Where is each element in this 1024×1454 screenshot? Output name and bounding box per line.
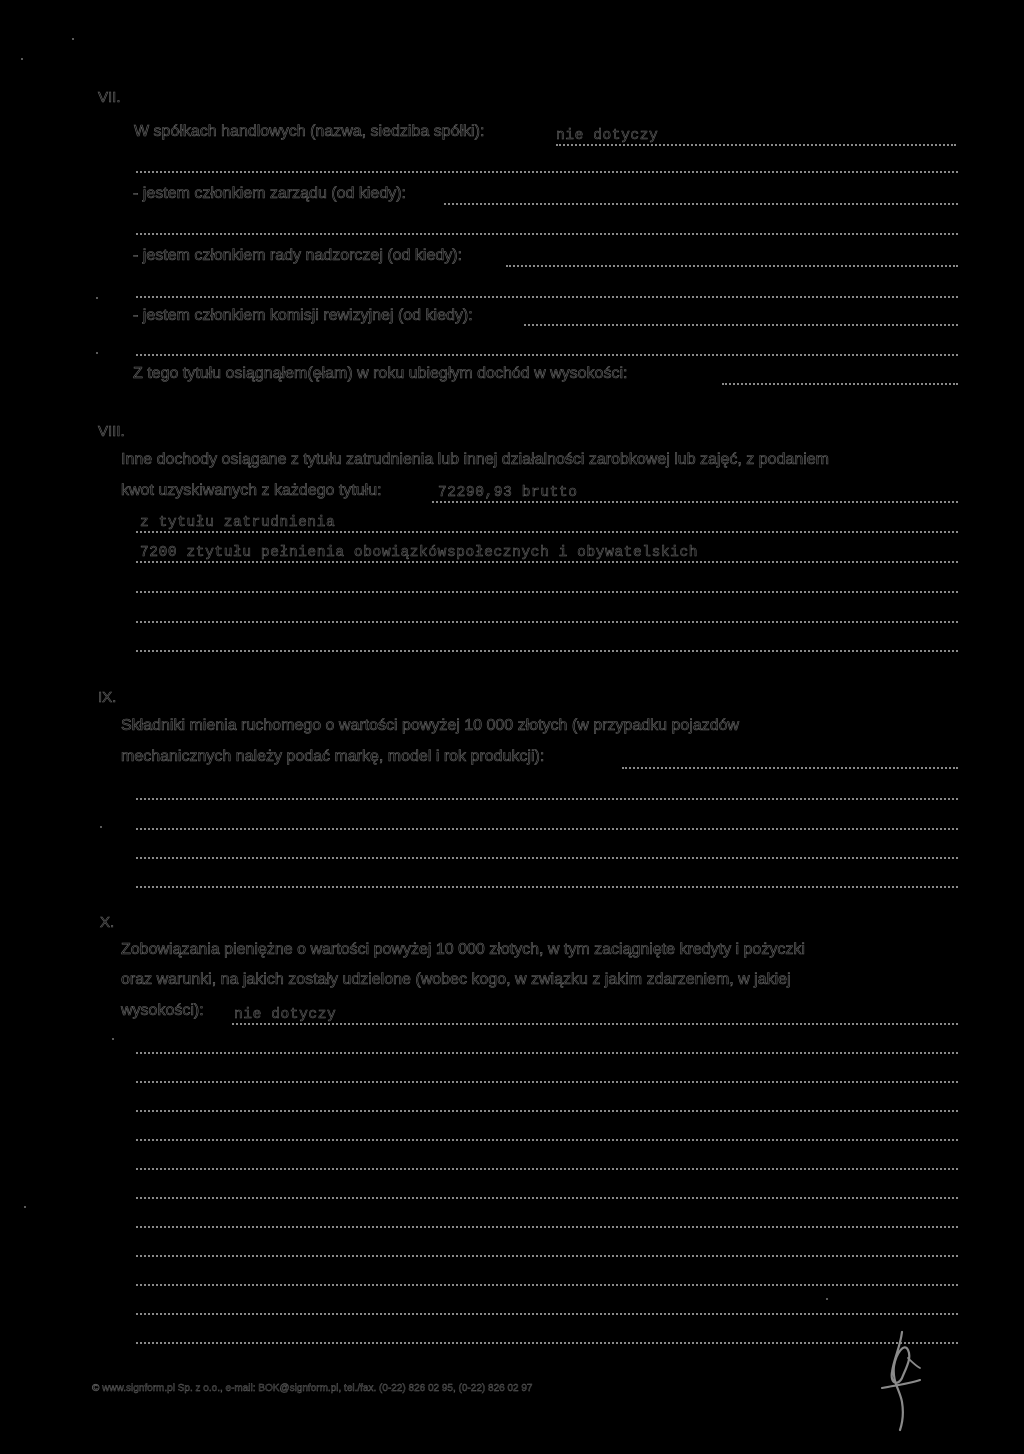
section-vii-zarzad-label: - jestem członkiem zarządu (od kiedy): bbox=[133, 185, 406, 202]
scan-speck bbox=[24, 1206, 26, 1208]
fill-line bbox=[136, 531, 958, 533]
scan-speck bbox=[112, 1038, 114, 1040]
section-viii-line1: Inne dochody osiągane z tytułu zatrudnienia lub innej działalności zarobkowej lub zajęć, z podaniem bbox=[121, 451, 829, 468]
section-viii-value-amount: 72290,93 brutto bbox=[438, 485, 578, 501]
section-vii-intro: W spółkach handlowych (nazwa, siedziba spółki): bbox=[134, 123, 485, 140]
fill-line bbox=[622, 767, 958, 769]
fill-line bbox=[136, 591, 958, 593]
section-x-line1: Zobowiązania pieniężne o wartości powyżej 10 000 złotych, w tym zaciągnięte kredyty i pożyczki bbox=[121, 941, 805, 958]
fill-line bbox=[136, 354, 958, 356]
fill-line bbox=[136, 171, 958, 173]
section-x-number: X. bbox=[100, 914, 115, 931]
fill-line bbox=[136, 1226, 958, 1228]
fill-line bbox=[136, 1168, 958, 1170]
fill-line bbox=[136, 296, 958, 298]
section-vii-rada-label: - jestem członkiem rady nadzorczej (od kiedy): bbox=[133, 247, 463, 264]
fill-line bbox=[136, 233, 958, 235]
fill-line bbox=[136, 1284, 958, 1286]
fill-line bbox=[136, 650, 958, 652]
fill-line bbox=[432, 501, 958, 503]
fill-line bbox=[136, 1255, 958, 1257]
section-vii-komisja-label: - jestem członkiem komisji rewizyjnej (od kiedy): bbox=[133, 307, 473, 324]
fill-line bbox=[136, 886, 958, 888]
fill-line bbox=[136, 561, 958, 563]
fill-line bbox=[556, 144, 956, 146]
scan-speck bbox=[826, 1298, 828, 1300]
fill-line bbox=[136, 1052, 958, 1054]
section-vii-number: VII. bbox=[98, 89, 121, 106]
section-ix-line1: Składniki mienia ruchomego o wartości powyżej 10 000 złotych (w przypadku pojazdów bbox=[121, 717, 740, 734]
section-viii-line2: kwot uzyskiwanych z każdego tytułu: bbox=[121, 482, 382, 499]
scan-speck bbox=[21, 58, 23, 60]
fill-line bbox=[136, 1342, 958, 1344]
section-viii-value-source: z tytułu zatrudnienia bbox=[140, 515, 336, 531]
scan-speck bbox=[96, 352, 98, 354]
fill-line bbox=[136, 1197, 958, 1199]
section-viii-number: VIII. bbox=[98, 423, 125, 440]
scan-speck bbox=[100, 826, 102, 828]
section-x-line3: wysokości): bbox=[121, 1002, 204, 1019]
signature-mark bbox=[872, 1328, 932, 1432]
fill-line bbox=[524, 324, 958, 326]
footer-copyright: © www.signform.pl Sp. z o.o., e-mail: BOK@signform.pl, tel./fax. (0-22) 826 02 95, (0-22) 826 02 97 bbox=[92, 1383, 533, 1394]
fill-line bbox=[136, 1139, 958, 1141]
fill-line bbox=[136, 857, 958, 859]
section-x-line2: oraz warunki, na jakich zostały udzielone (wobec kogo, w związku z jakim zdarzeniem, w jakiej bbox=[121, 971, 791, 988]
fill-line bbox=[506, 265, 958, 267]
fill-line bbox=[136, 798, 958, 800]
section-viii-value-other: 7200 ztytułu pełnienia obowiązkówspołecznych i obywatelskich bbox=[140, 545, 699, 561]
section-ix-number: IX. bbox=[98, 689, 117, 706]
scan-speck bbox=[72, 38, 74, 40]
section-x-value: nie dotyczy bbox=[234, 1007, 337, 1023]
fill-line bbox=[444, 203, 958, 205]
fill-line bbox=[136, 1313, 958, 1315]
fill-line bbox=[232, 1023, 958, 1025]
section-ix-line2: mechanicznych należy podać markę, model i rok produkcji): bbox=[121, 748, 545, 765]
fill-line bbox=[136, 828, 958, 830]
fill-line bbox=[136, 1110, 958, 1112]
scan-speck bbox=[96, 297, 98, 299]
fill-line bbox=[722, 383, 958, 385]
section-vii-intro-value: nie dotyczy bbox=[556, 128, 659, 144]
fill-line bbox=[136, 621, 958, 623]
fill-line bbox=[136, 1081, 958, 1083]
section-vii-dochod-label: Z tego tytułu osiągnąłem(ęłam) w roku ubiegłym dochód w wysokości: bbox=[133, 365, 628, 382]
